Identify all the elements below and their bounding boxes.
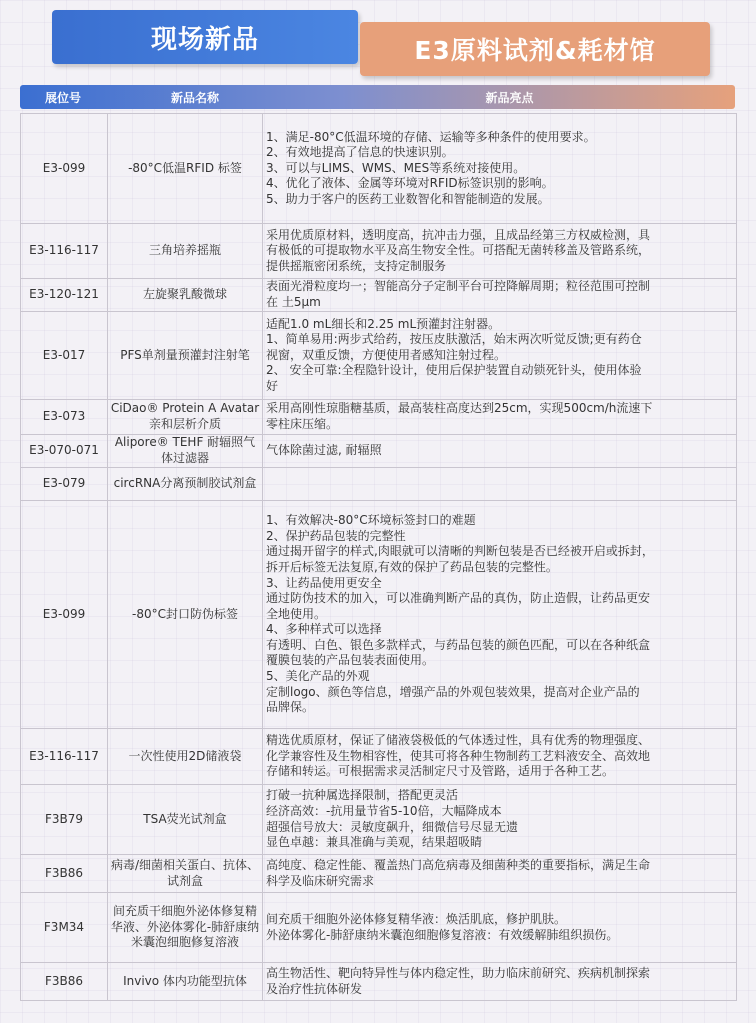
highlights-cell: [263, 435, 737, 468]
highlight-line: 5、美化产品的外观: [266, 669, 370, 684]
highlight-line: 3、让药品使用更安全: [266, 575, 382, 590]
booth-cell: F3B79: [21, 785, 108, 855]
highlight-line: 及治疗性抗体研发: [266, 981, 363, 996]
highlight-line: 超强信号放大：灵敏度飙升，细微信号尽显无遗: [266, 819, 519, 834]
product-name-cell: Alipore® TEHF 耐辐照气体过滤器: [108, 435, 263, 468]
table-row: [21, 435, 737, 468]
booth-cell: E3-070-071: [21, 435, 108, 468]
highlights-cell: [263, 468, 737, 501]
highlight-line: 4、多种样式可以选择: [266, 622, 382, 637]
product-name-cell: CiDao® Protein A Avatar 亲和层析介质: [108, 400, 263, 435]
highlights-cell: [263, 400, 737, 435]
product-name-cell: 三角培养摇瓶: [108, 224, 263, 279]
highlight-line: 品牌保。: [266, 700, 315, 715]
highlight-line: 1、简单易用:两步式给药，按压皮肤激活，始末两次听觉反馈;更有药仓: [266, 332, 642, 347]
booth-cell: E3-073: [21, 400, 108, 435]
highlight-line: 提供摇瓶密闭系统，支持定制服务: [266, 258, 447, 273]
highlight-line: 精选优质原材，保证了储液袋极低的气体透过性，具有优秀的物理强度、: [266, 733, 651, 748]
header-highlights: 新品亮点: [485, 90, 534, 105]
highlight-line: 打破一抗种属选择限制，搭配更灵活: [266, 788, 459, 803]
table-header: [20, 85, 735, 109]
table-row: [21, 963, 737, 1001]
highlight-line: 存储和转运。可根据需求灵活制定尺寸及管路，适用于各种工艺。: [266, 764, 615, 779]
highlight-line: 2、 安全可靠:全程隐针设计，使用后保护装置自动锁死针头，使用体验: [266, 363, 642, 378]
product-name-cell: -80°C封口防伪标签: [108, 501, 263, 729]
table-row: [21, 501, 737, 729]
product-table: [20, 113, 737, 1001]
table-row: [21, 114, 737, 224]
highlight-line: 采用优质原材料，透明度高，抗冲击力强，且成品经第三方权威检测，具: [266, 227, 651, 242]
header-booth: 展位号: [44, 90, 81, 105]
product-name-cell: Invivo 体内功能型抗体: [108, 963, 263, 1001]
highlights-cell: [263, 893, 737, 963]
highlight-line: 2、保护药品包装的完整性: [266, 528, 406, 543]
highlights-cell: [263, 224, 737, 279]
header-product-name: 新品名称: [170, 90, 219, 105]
booth-cell: E3-017: [21, 312, 108, 400]
booth-cell: E3-099: [21, 501, 108, 729]
highlight-line: 经济高效：-抗用量节省5-10倍，大幅降成本: [266, 803, 502, 818]
highlights-cell: [263, 312, 737, 400]
highlight-line: 好: [266, 378, 279, 393]
highlight-line: 2、有效地提高了信息的快速识别。: [266, 145, 454, 160]
highlight-line: 零柱床压缩。: [266, 417, 339, 431]
highlight-line: 采用高刚性琼脂糖基质，最高装柱高度达到25cm，实现500cm/h流速下: [266, 401, 653, 416]
highlights-cell: [263, 729, 737, 785]
product-name-cell: 一次性使用2D储液袋: [108, 729, 263, 785]
highlight-line: 覆膜包装的产品包装表面使用。: [266, 653, 435, 668]
highlight-line: 气体除菌过滤, 耐辐照: [266, 443, 382, 458]
highlights-cell: [263, 114, 737, 224]
table-row: [21, 279, 737, 312]
booth-cell: F3B86: [21, 963, 108, 1001]
booth-cell: E3-116-117: [21, 224, 108, 279]
table-row: [21, 224, 737, 279]
table-row: [21, 468, 737, 501]
table-row: [21, 893, 737, 963]
highlight-line: 高生物活性、靶向特异性与体内稳定性，助力临床前研究、疾病机制探索: [266, 965, 651, 980]
booth-cell: E3-120-121: [21, 279, 108, 312]
highlight-line: 拆开后标签无法复原,有效的保护了药品包装的完整性。: [266, 559, 558, 574]
product-name-cell: 间充质干细胞外泌体修复精华液、外泌体雾化-肺舒康纳米囊泡细胞修复溶液: [108, 893, 263, 963]
booth-cell: E3-099: [21, 114, 108, 224]
table-row: [21, 785, 737, 855]
product-name-cell: circRNA分离预制胶试剂盒: [108, 468, 263, 501]
highlight-line: 视窗，双重反馈，方便使用者感知注射过程。: [266, 347, 507, 362]
highlight-line: 全地使用。: [266, 606, 327, 621]
highlight-line: 显色卓越：兼具准确与美观，结果超吸睛: [266, 835, 483, 850]
highlight-line: 1、有效解决-80°C环境标签封口的难题: [266, 513, 476, 528]
highlight-line: 高纯度、稳定性能、覆盖热门高危病毒及细菌种类的重要指标，满足生命: [266, 857, 651, 872]
booth-cell: E3-079: [21, 468, 108, 501]
product-name-cell: -80°C低温RFID 标签: [108, 114, 263, 224]
highlight-line: 1、满足-80°C低温环境的存储、运输等多种条件的使用要求。: [266, 129, 596, 144]
product-name-cell: 病毒/细菌相关蛋白、抗体、试剂盒: [108, 855, 263, 893]
highlights-cell: [263, 855, 737, 893]
highlight-line: 科学及临床研究需求: [266, 873, 375, 888]
banner-hall-title: E3原料试剂&耗材馆: [360, 22, 710, 76]
highlights-cell: [263, 963, 737, 1001]
product-name-cell: 左旋聚乳酸微球: [108, 279, 263, 312]
highlights-cell: [263, 501, 737, 729]
highlight-line: 适配1.0 mL细长和2.25 mL预灌封注射器。: [266, 316, 501, 331]
table-row: [21, 312, 737, 400]
booth-cell: F3M34: [21, 893, 108, 963]
highlight-line: 有极低的可提取物水平及高生物安全性。可搭配无菌转移盖及管路系统，: [266, 243, 651, 258]
booth-cell: F3B86: [21, 855, 108, 893]
highlights-cell: [263, 785, 737, 855]
highlight-line: 化学兼容性及生物相容性，使其可将各种生物制药工艺料液安全、高效地: [266, 748, 651, 763]
highlight-line: 定制logo、颜色等信息，增强产品的外观包装效果，提高对企业产品的: [266, 684, 640, 699]
booth-cell: E3-116-117: [21, 729, 108, 785]
banner-onsite-new: 现场新品: [52, 10, 358, 64]
highlight-line: 通过防伪技术的加入，可以准确判断产品的真伪，防止造假，让药品更安: [266, 591, 651, 606]
highlights-cell: [263, 279, 737, 312]
highlight-line: 有透明、白色、银色多款样式，与药品包装的颜色匹配，可以在各种纸盒: [266, 637, 651, 652]
product-name-cell: PFS单剂量预灌封注射笔: [108, 312, 263, 400]
highlight-line: 在 土5μm: [266, 295, 321, 309]
highlight-line: 间充质干细胞外泌体修复精华液：焕活肌底，修护肌肤。: [266, 911, 567, 926]
highlight-line: 外泌体雾化-肺舒康纳米囊泡细胞修复溶液：有效缓解肺组织损伤。: [266, 927, 619, 942]
table-row: [21, 400, 737, 435]
highlight-line: 5、助力于客户的医药工业数智化和智能制造的发展。: [266, 191, 550, 206]
product-name-cell: TSA荧光试剂盒: [108, 785, 263, 855]
highlight-line: 3、可以与LIMS、WMS、MES等系统对接使用。: [266, 160, 526, 175]
table-row: [21, 855, 737, 893]
table-row: [21, 729, 737, 785]
highlight-line: 4、优化了液体、金属等环境对RFID标签识别的影响。: [266, 176, 554, 191]
highlight-line: 表面光滑粒度均一；智能高分子定制平台可控降解周期；粒径范围可控制: [266, 279, 651, 294]
highlight-line: 通过揭开留字的样式,肉眼就可以清晰的判断包装是否已经被开启或拆封，: [266, 544, 654, 559]
